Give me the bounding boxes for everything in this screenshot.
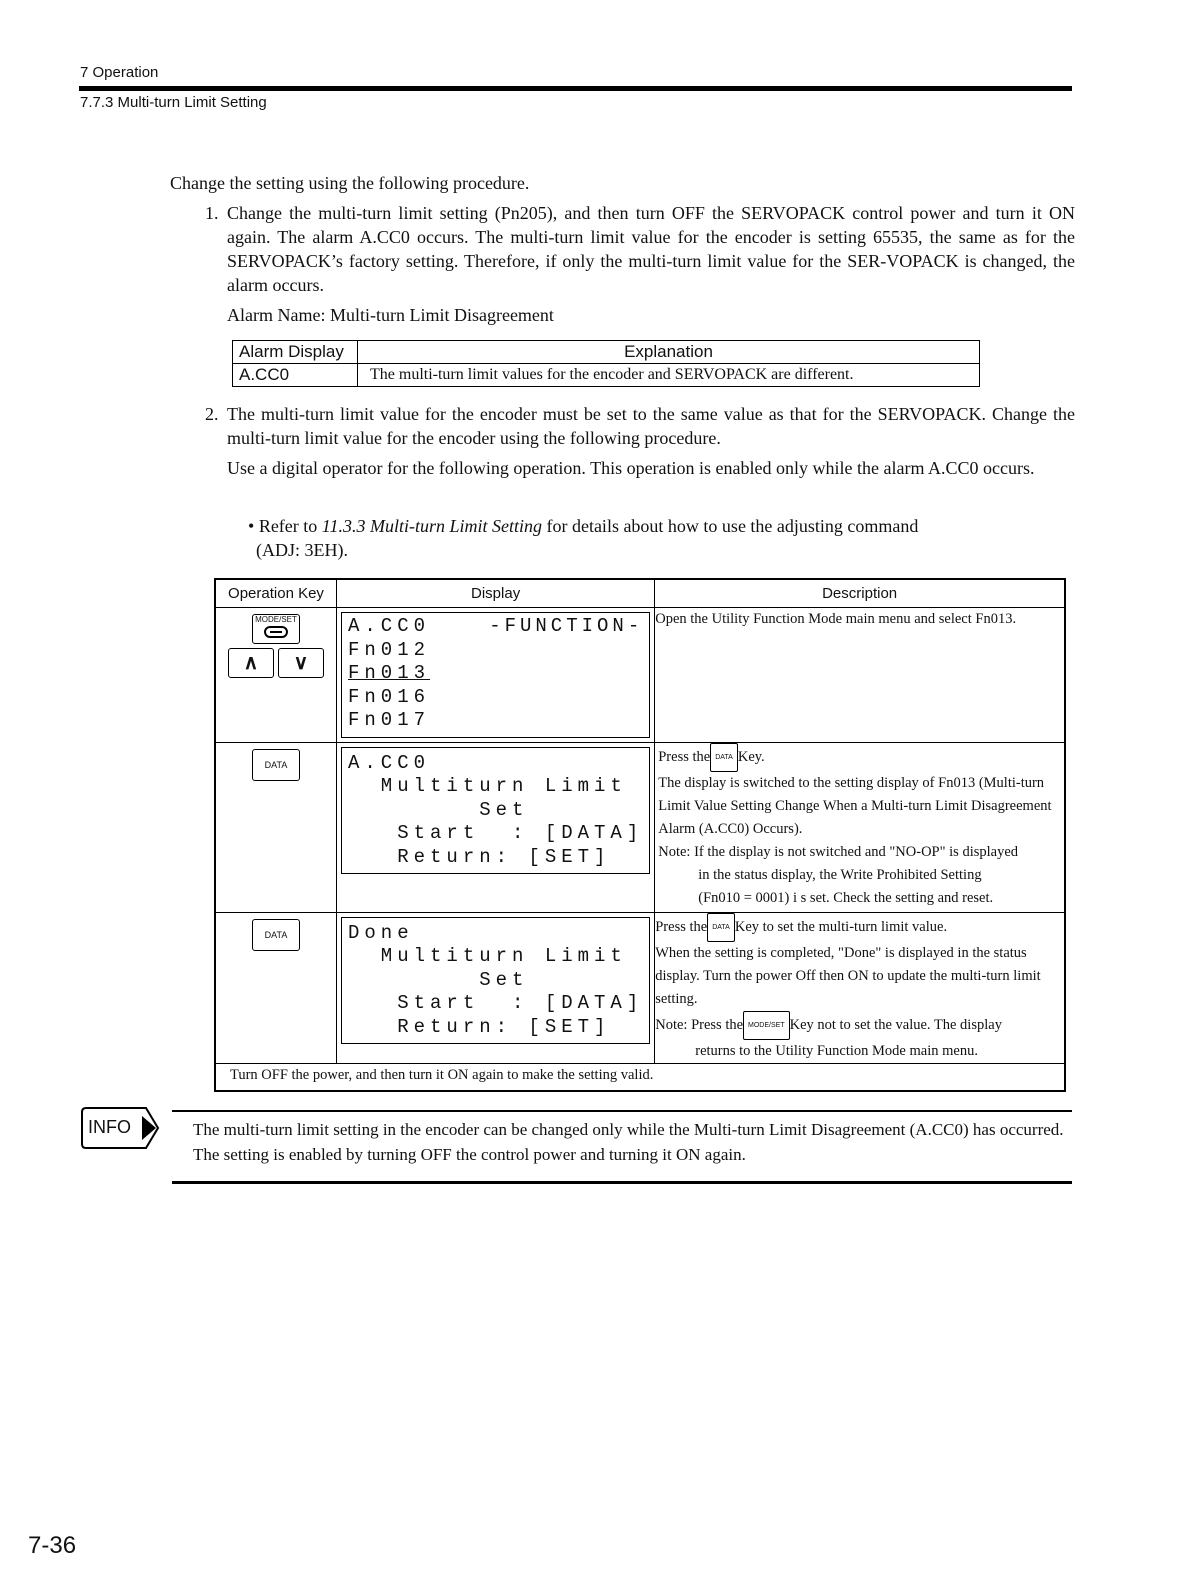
op-header-description: Description xyxy=(655,579,1065,608)
data-key-icon: DATA xyxy=(707,913,735,942)
reference-bullet: • Refer to 11.3.3 Multi-turn Limit Setting for details about how to use the adjusting command (ADJ: 3EH). xyxy=(248,516,919,560)
alarm-header-explanation: Explanation xyxy=(358,341,980,364)
op-row3-keys xyxy=(215,912,337,1063)
step-1-number: 1. xyxy=(205,203,219,223)
chapter-header: 7 Operation xyxy=(80,64,159,81)
op-row2-display xyxy=(337,742,655,912)
step-2-text: The multi-turn limit value for the encoder must be set to the same value as that for the SERVOPACK. Change the multi-turn limit value for the encoder using the following procedure. xyxy=(227,404,1075,448)
info-rule-top xyxy=(172,1110,1072,1112)
down-key[interactable]: ∨ xyxy=(278,648,324,678)
op-header-key: Operation Key xyxy=(215,579,337,608)
step-2 xyxy=(205,402,1075,480)
lcd-screen-3: Done Multiturn Limit Set Start : [DATA] Return: [SET] xyxy=(341,917,650,1045)
info-rule-bottom xyxy=(172,1181,1072,1184)
operation-table xyxy=(214,578,1066,1092)
data-key[interactable]: DATA xyxy=(252,749,300,781)
lcd-screen-2: A.CC0 Multiturn Limit Set Start : [DATA] Return: [SET] xyxy=(341,747,650,875)
alarm-code: A.CC0 xyxy=(233,364,358,387)
op-row2-description: Press the DATA Key. The display is switched to the setting display of Fn013 (Multi-turn Limit Value Setting Change When a Multi-turn Limit Disagreement Alarm (A.CC0) Occurs). Note: If the display is not switched and "NO-OP" is displayed in the status display, the Write Prohibited Setting (Fn010 = 0001) i s set. Check the setting and reset. xyxy=(655,742,1065,912)
step-1 xyxy=(205,201,1075,327)
up-key[interactable]: ∧ xyxy=(228,648,274,678)
op-row1-display xyxy=(337,608,655,743)
alarm-explanation: The multi-turn limit values for the encoder and SERVOPACK are different. xyxy=(358,364,980,387)
info-label: INFO xyxy=(88,1117,131,1137)
lcd-selected-item: Fn013 xyxy=(348,662,431,684)
section-header: 7.7.3 Multi-turn Limit Setting xyxy=(80,94,267,111)
header-rule xyxy=(79,86,1072,91)
mode-set-key[interactable]: MODE/SET xyxy=(252,614,300,644)
return-arrow-icon xyxy=(261,625,291,639)
op-row2-keys xyxy=(215,742,337,912)
mode-set-key-icon: MODE/SET xyxy=(743,1011,790,1040)
op-footer: Turn OFF the power, and then turn it ON again to make the setting valid. xyxy=(215,1063,1065,1091)
data-key-icon: DATA xyxy=(710,743,738,772)
reference-link: 11.3.3 Multi-turn Limit Setting xyxy=(321,516,542,536)
step-2-number: 2. xyxy=(205,404,219,424)
bullet-dot: • xyxy=(248,516,259,536)
alarm-header-display: Alarm Display xyxy=(233,341,358,364)
op-header-display: Display xyxy=(337,579,655,608)
op-row1-keys xyxy=(215,608,337,743)
alarm-name: Alarm Name: Multi-turn Limit Disagreement xyxy=(227,305,554,325)
op-row1-description: Open the Utility Function Mode main menu and select Fn013. xyxy=(655,608,1065,743)
page-number: 7-36 xyxy=(28,1532,77,1559)
step-2-text2: Use a digital operator for the following operation. This operation is enabled only while the alarm A.CC0 occurs. xyxy=(227,458,1035,478)
lcd-screen-1: A.CC0 -FUNCTION- Fn012 Fn013 Fn016 Fn017 xyxy=(341,612,650,738)
data-key[interactable]: DATA xyxy=(252,919,300,951)
alarm-table xyxy=(232,340,980,387)
step-1-text: Change the multi-turn limit setting (Pn205), and then turn OFF the SERVOPACK control power and turn it ON again. The alarm A.CC0 occurs. The multi-turn limit value for the encoder is setting 65535, the same as for the SERVOPACK’s factory setting. Therefore, if only the multi-turn limit value for the SER-VOPACK is changed, the alarm occurs. xyxy=(227,203,1075,295)
bullet-line2: (ADJ: 3EH). xyxy=(256,540,348,560)
op-row3-display xyxy=(337,912,655,1063)
intro-text: Change the setting using the following procedure. xyxy=(170,173,530,193)
op-row3-description: Press the DATA Key to set the multi-turn limit value. When the setting is completed, "Done" is displayed in the status display. Turn the power Off then ON to update the multi-turn limit setting. Note: Press the MODE/SET Key not to set the value. The display returns to the Utility Function Mode main menu. xyxy=(655,912,1065,1063)
info-text: The multi-turn limit setting in the encoder can be changed only while the Multi-turn Limit Disagreement (A.CC0) has occurred. The setting is enabled by turning OFF the control power and turning it ON again. xyxy=(193,1120,1064,1164)
